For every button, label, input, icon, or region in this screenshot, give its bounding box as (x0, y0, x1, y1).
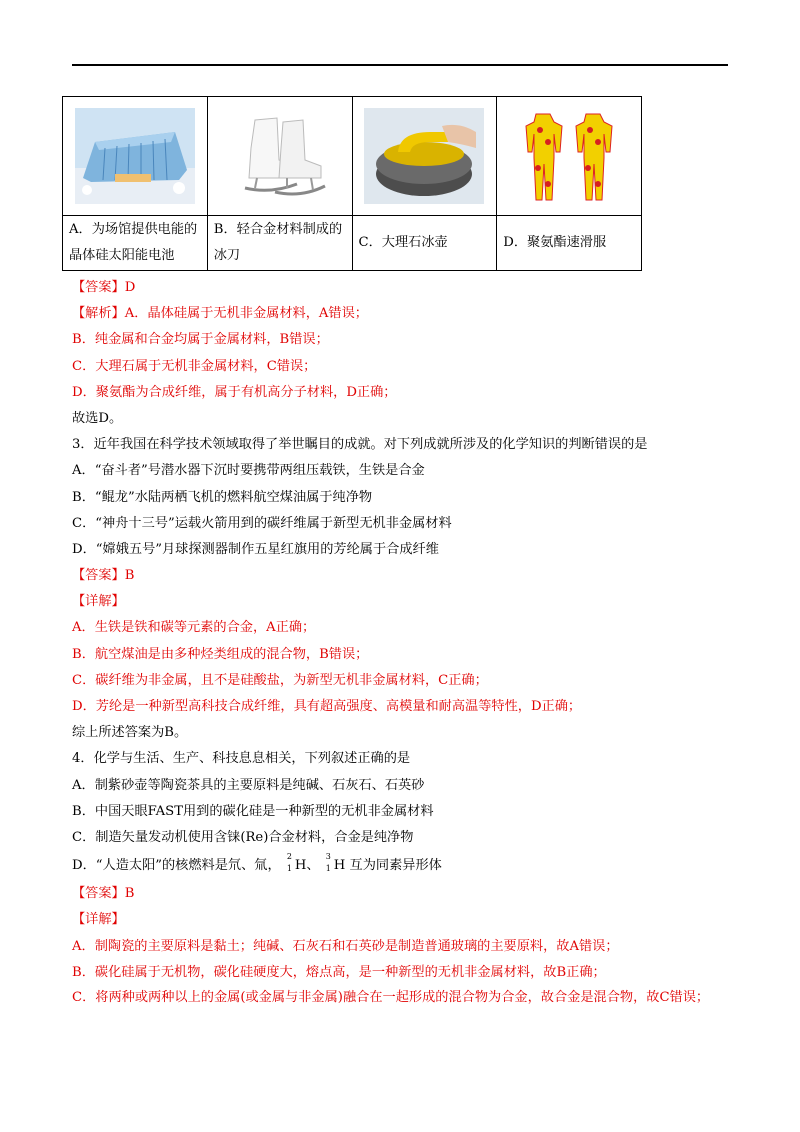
q3-option-a: A．“奋斗者”号潜水器下沉时要携带两组压载铁，生铁是合金 (72, 463, 425, 479)
isotope-tritium (324, 852, 334, 874)
iso1-atomic: 1 (286, 864, 292, 874)
q4-detail-tag: 【详解】 (72, 912, 125, 928)
curling-stone-image (364, 108, 484, 204)
q3-option-b: B．“鲲龙”水陆两栖飞机的燃料航空煤油属于纯净物 (72, 489, 373, 505)
q4-option-b: B．中国天眼FAST用到的碳化硅是一种新型的无机非金属材料 (72, 803, 434, 819)
q3-option-d: D．“嫦娥五号”月球探测器制作五星红旗用的芳纶属于合成纤维 (72, 541, 439, 557)
option-c-image-cell (352, 97, 497, 216)
q4-option-c: C．制造矢量发动机使用含铼(Re)合金材料，合金是纯净物 (72, 829, 414, 845)
iso2-symbol: H (333, 858, 346, 874)
q2-conclusion: 故选D。 (72, 410, 123, 426)
iso2-mass: 3 (325, 852, 331, 862)
q3-detail-line-d: D．芳纶是一种新型高科技合成纤维，具有超高强度、高模量和耐高温等特性，D正确； (72, 699, 582, 714)
iso2-atomic: 1 (325, 864, 331, 874)
q4-detail-line-c: C．将两种或两种以上的金属(或金属与非金属)融合在一起形成的混合物为合金，故合金是混合物，故C错误； (72, 989, 710, 1005)
q4-detail-line-a: A．制陶瓷的主要原料是黏土；纯碱、石灰石和石英砂是制造普通玻璃的主要原料，故A错误； (72, 938, 619, 954)
q3-option-c: C．“神舟十三号”运载火箭用到的碳纤维属于新型无机非金属材料 (72, 515, 452, 531)
option-b-caption: B．轻合金材料制成的冰刀 (207, 216, 352, 271)
option-c-caption: C．大理石冰壶 (352, 216, 497, 271)
q3-detail-line-b: B．航空煤油是由多种烃类组成的混合物，B错误； (72, 646, 369, 662)
option-a-image-cell (63, 97, 208, 216)
option-b-image-cell (207, 97, 352, 216)
option-d-caption: D．聚氨酯速滑服 (497, 216, 642, 271)
q4-option-d-suffix: 互为同素异形体 (349, 858, 442, 874)
q3-detail-line-a: A．生铁是铁和碳等元素的合金，A正确； (72, 620, 316, 636)
q4-option-d-prefix: D．“人造太阳”的核燃料是氘、氚， (72, 858, 281, 874)
q2-analysis-line-a (72, 301, 732, 327)
q3-detail-line-c: C．碳纤维为非金属，且不是硅酸盐，为新型无机非金属材料，C正确； (72, 672, 488, 688)
q4-stem: 4．化学与生活、生产、科技息息相关，下列叙述正确的是 (72, 751, 411, 767)
q4-option-d (72, 851, 732, 881)
q3-conclusion: 综上所述答案为B。 (72, 725, 188, 741)
q3-stem: 3．近年我国在科学技术领域取得了举世瞩目的成就。对下列成就所涉及的化学知识的判断错误的是 (72, 437, 648, 453)
q2-analysis-line-c: C．大理石属于无机非金属材料，C错误； (72, 358, 317, 374)
option-d-image-cell (497, 97, 642, 216)
q2-analysis-tag: 【解析】 (72, 306, 125, 322)
q4-detail-line-b: B．碳化硅属于无机物，碳化硅硬度大，熔点高，是一种新型的无机非金属材料，故B正确； (72, 964, 606, 980)
q2-answer: 【答案】D (72, 280, 136, 295)
q2-analysis-line-d: D．聚氨酯为合成纤维，属于有机高分子材料，D正确； (72, 384, 397, 400)
q3-answer: 【答案】B (72, 568, 135, 584)
option-a-caption: A．为场馆提供电能的晶体硅太阳能电池 (63, 216, 208, 271)
q4-answer: 【答案】B (72, 886, 135, 902)
stadium-image (75, 108, 195, 204)
document-body (69, 96, 732, 1010)
options-table (62, 96, 642, 271)
iso1-symbol: H、 (294, 858, 320, 874)
header-rule (72, 64, 728, 66)
speed-skating-suit-image (514, 108, 624, 204)
q4-option-a: A．制紫砂壶等陶瓷茶具的主要原料是纯碱、石灰石、石英砂 (72, 777, 425, 793)
ice-skates-image (225, 108, 335, 204)
isotope-deuterium (285, 852, 295, 874)
q3-detail-tag: 【详解】 (72, 594, 125, 610)
iso1-mass: 2 (286, 852, 292, 862)
q2-analysis-text: A．晶体硅属于无机非金属材料，A错误； (124, 306, 368, 322)
q2-analysis-line-b: B．纯金属和合金均属于金属材料，B错误； (72, 332, 329, 348)
